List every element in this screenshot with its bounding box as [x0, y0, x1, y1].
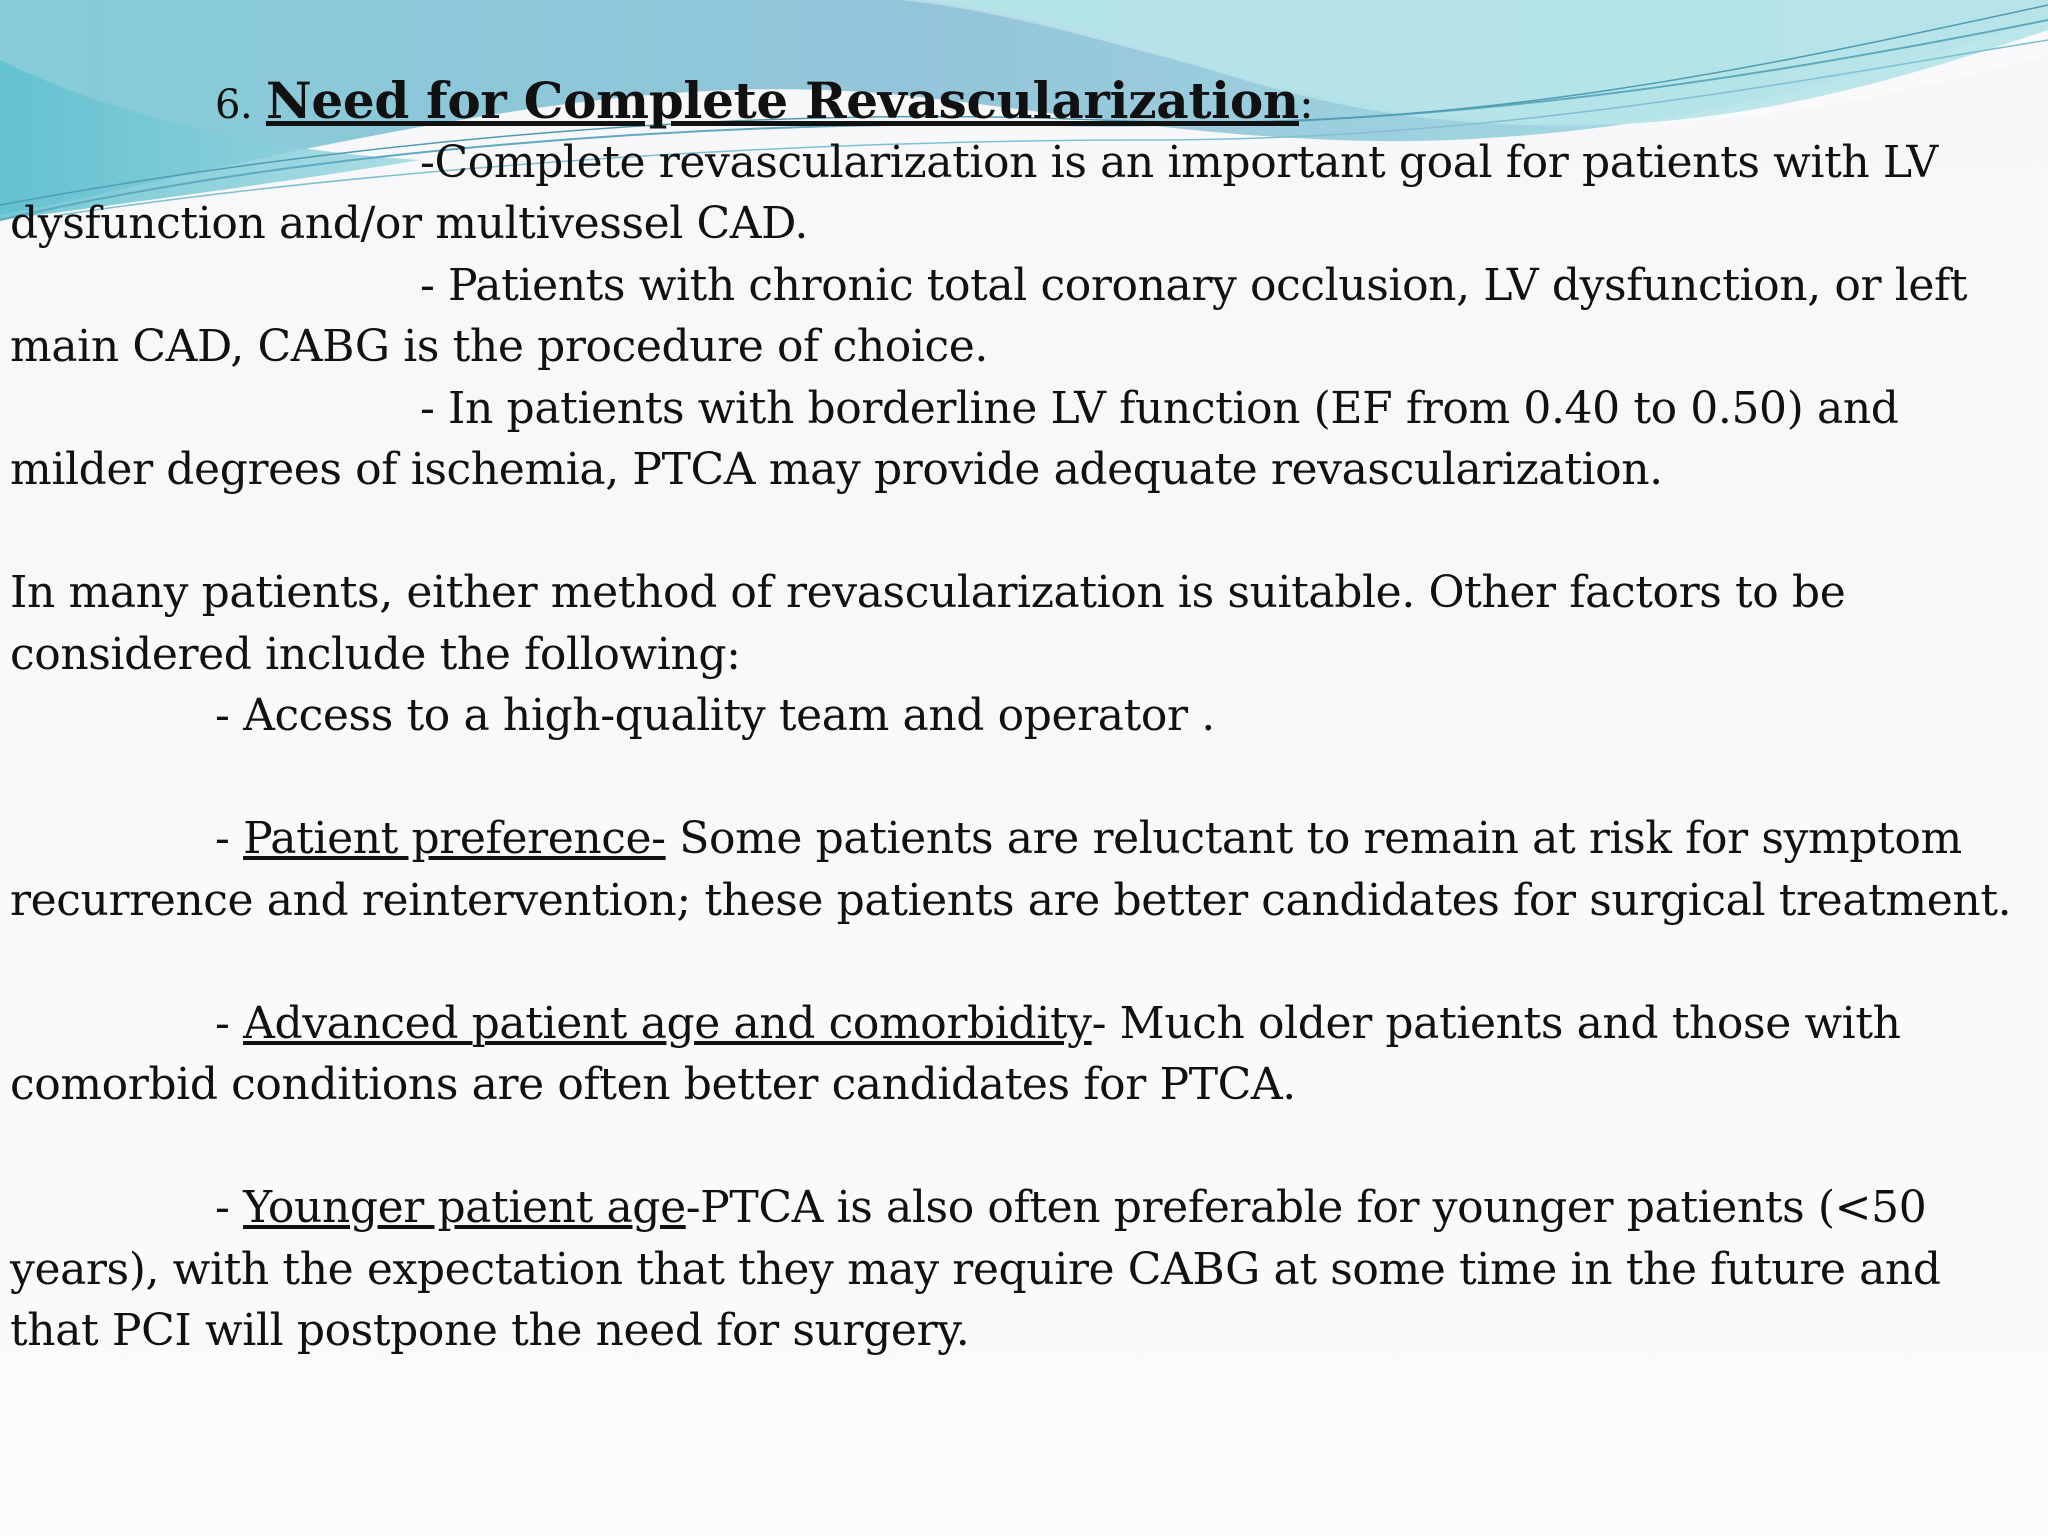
heading-title: Need for Complete Revascularization	[265, 71, 1299, 130]
point-3-line-2: milder degrees of ischemia, PTCA may provide adequate revascularization.	[10, 444, 1663, 495]
factor-age-line-1	[10, 993, 2010, 1055]
factor-preference-line-1	[10, 808, 2010, 870]
spacer	[10, 747, 2010, 809]
spacer	[10, 501, 2010, 563]
point-1-line-1: -Complete revascularization is an important goal for patients with LV	[420, 136, 1938, 188]
factor-age-text: - Much older patients and those with	[1091, 997, 1901, 1049]
point-3-line-1: - In patients with borderline LV function (EF from 0.40 to 0.50) and	[420, 382, 1899, 434]
point-2-line-2: main CAD, CABG is the procedure of choice.	[10, 321, 988, 372]
factor-younger-line-2: years), with the expectation that they may require CABG at some time in the future and	[10, 1243, 1941, 1295]
factor-younger-label: Younger patient age	[243, 1182, 686, 1233]
factor-preference-text: Some patients are reluctant to remain at risk for symptom	[665, 813, 1962, 864]
slide-body	[10, 70, 2010, 1362]
heading-line	[10, 70, 2010, 132]
factor-access-text: Access to a high-quality team and operator .	[243, 690, 1215, 741]
factor-preference-line-2: recurrence and reintervention; these patients are better candidates for surgical treatment.	[10, 874, 2012, 926]
factor-preference-label: Patient preference-	[243, 813, 666, 864]
factor-age-dash: -	[215, 997, 244, 1049]
factor-younger-text: -PTCA is also often preferable for younger patients (<50	[685, 1182, 1927, 1233]
spacer	[10, 931, 2010, 993]
heading-number: 6.	[215, 82, 253, 128]
intro-line-1: In many patients, either method of revascularization is suitable. Other factors to be	[10, 567, 1846, 618]
factor-age-label: Advanced patient age and comorbidity	[243, 997, 1092, 1049]
factor-younger-line-1	[10, 1177, 2010, 1239]
factor-younger-line-3: that PCI will postpone the need for surgery.	[10, 1305, 970, 1356]
factor-preference-dash: -	[215, 813, 244, 864]
factor-access-dash: -	[215, 690, 244, 741]
point-1-line-2: dysfunction and/or multivessel CAD.	[10, 198, 809, 249]
factor-access	[10, 685, 2010, 747]
factor-age-line-2: comorbid conditions are often better candidates for PTCA.	[10, 1059, 1296, 1110]
factor-younger-dash: -	[215, 1182, 244, 1233]
point-2-line-1: - Patients with chronic total coronary occlusion, LV dysfunction, or left	[420, 259, 1968, 311]
heading-colon: :	[1298, 78, 1314, 129]
intro-line-2: considered include the following:	[10, 628, 741, 680]
spacer	[10, 1116, 2010, 1178]
